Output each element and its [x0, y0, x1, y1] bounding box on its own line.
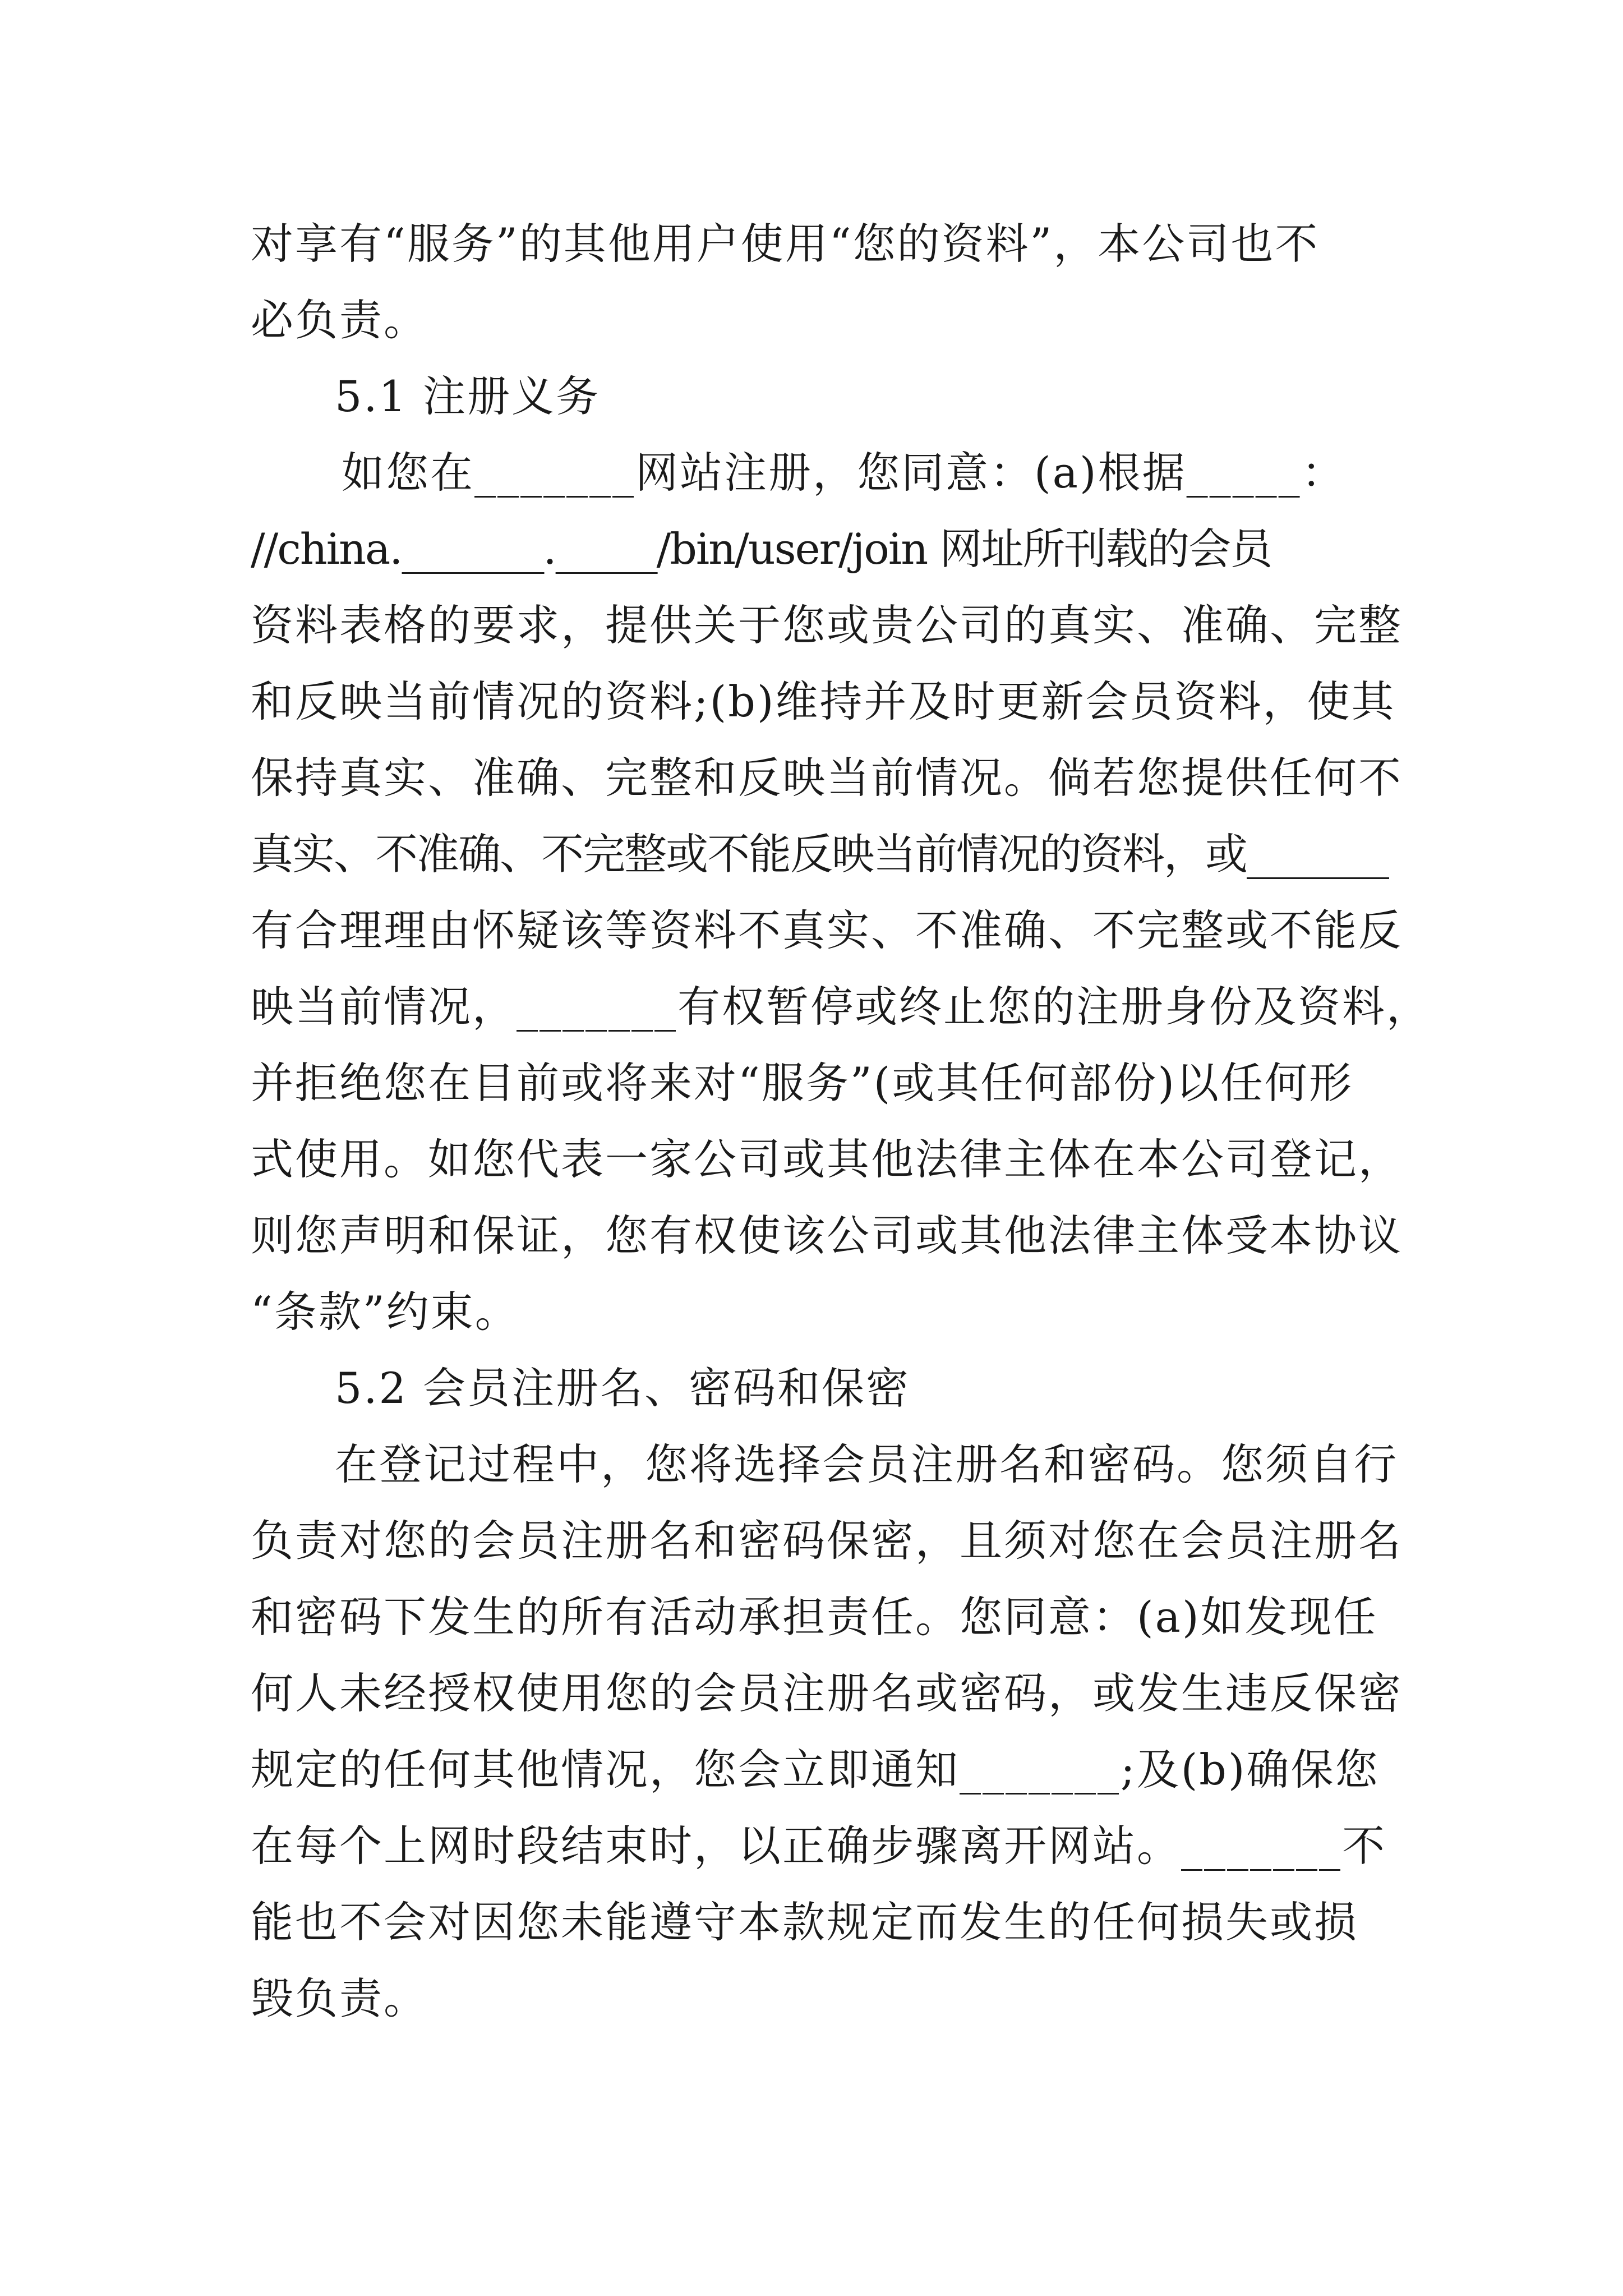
body-text-line: 能也不会对因您未能遵守本款规定而发生的任何损失或损: [251, 1897, 1358, 1947]
body-text-line: 资料表格的要求，提供关于您或贵公司的真实、准确、完整: [251, 600, 1403, 650]
body-text-line: 何人未经授权使用您的会员注册名或密码，或发生违反保密: [251, 1668, 1403, 1718]
body-text-line: 并拒绝您在目前或将来对“服务”(或其任何部份)以任何形: [251, 1058, 1354, 1108]
body-text-line: 规定的任何其他情况，您会立即通知_______;及(b)确保您: [251, 1745, 1380, 1795]
body-text-line: 有合理理由怀疑该等资料不真实、不准确、不完整或不能反: [251, 905, 1403, 955]
body-text-line: 在登记过程中，您将选择会员注册名和密码。您须自行: [335, 1439, 1398, 1489]
body-text-line: 和反映当前情况的资料;(b)维持并及时更新会员资料，使其: [251, 677, 1396, 726]
body-text-line: 必负责。: [251, 295, 428, 345]
body-text-line: 保持真实、准确、完整和反映当前情况。倘若您提供任何不: [251, 753, 1403, 803]
body-text-line: 映当前情况，_______有权暂停或终止您的注册身份及资料，: [251, 982, 1431, 1032]
body-text-line: 式使用。如您代表一家公司或其他法律主体在本公司登记，: [251, 1134, 1403, 1184]
body-text-line: 则您声明和保证，您有权使该公司或其他法律主体受本协议: [251, 1211, 1403, 1260]
section-heading-5-1: 5.1 注册义务: [335, 371, 601, 421]
body-text-line: 和密码下发生的所有活动承担责任。您同意：(a)如发现任: [251, 1592, 1378, 1642]
body-text-line: “条款”约束。: [251, 1287, 519, 1337]
body-text-line: //china._______._____/bin/user/join 网址所刊载的会员: [251, 524, 1272, 574]
body-text-line: 对享有“服务”的其他用户使用“您的资料”，本公司也不: [251, 219, 1320, 269]
body-text-line: 在每个上网时段结束时，以正确步骤离开网站。_______不: [251, 1821, 1386, 1871]
body-text-line: 负责对您的会员注册名和密码保密，且须对您在会员注册名: [251, 1516, 1403, 1566]
body-text-line: 如您在_______网站注册，您同意：(a)根据_____：: [342, 448, 1346, 498]
body-text-line: 真实、不准确、不完整或不能反映当前情况的资料，或_______: [251, 829, 1388, 879]
body-text-line: 毁负责。: [251, 1973, 428, 2023]
section-heading-5-2: 5.2 会员注册名、密码和保密: [335, 1363, 911, 1413]
